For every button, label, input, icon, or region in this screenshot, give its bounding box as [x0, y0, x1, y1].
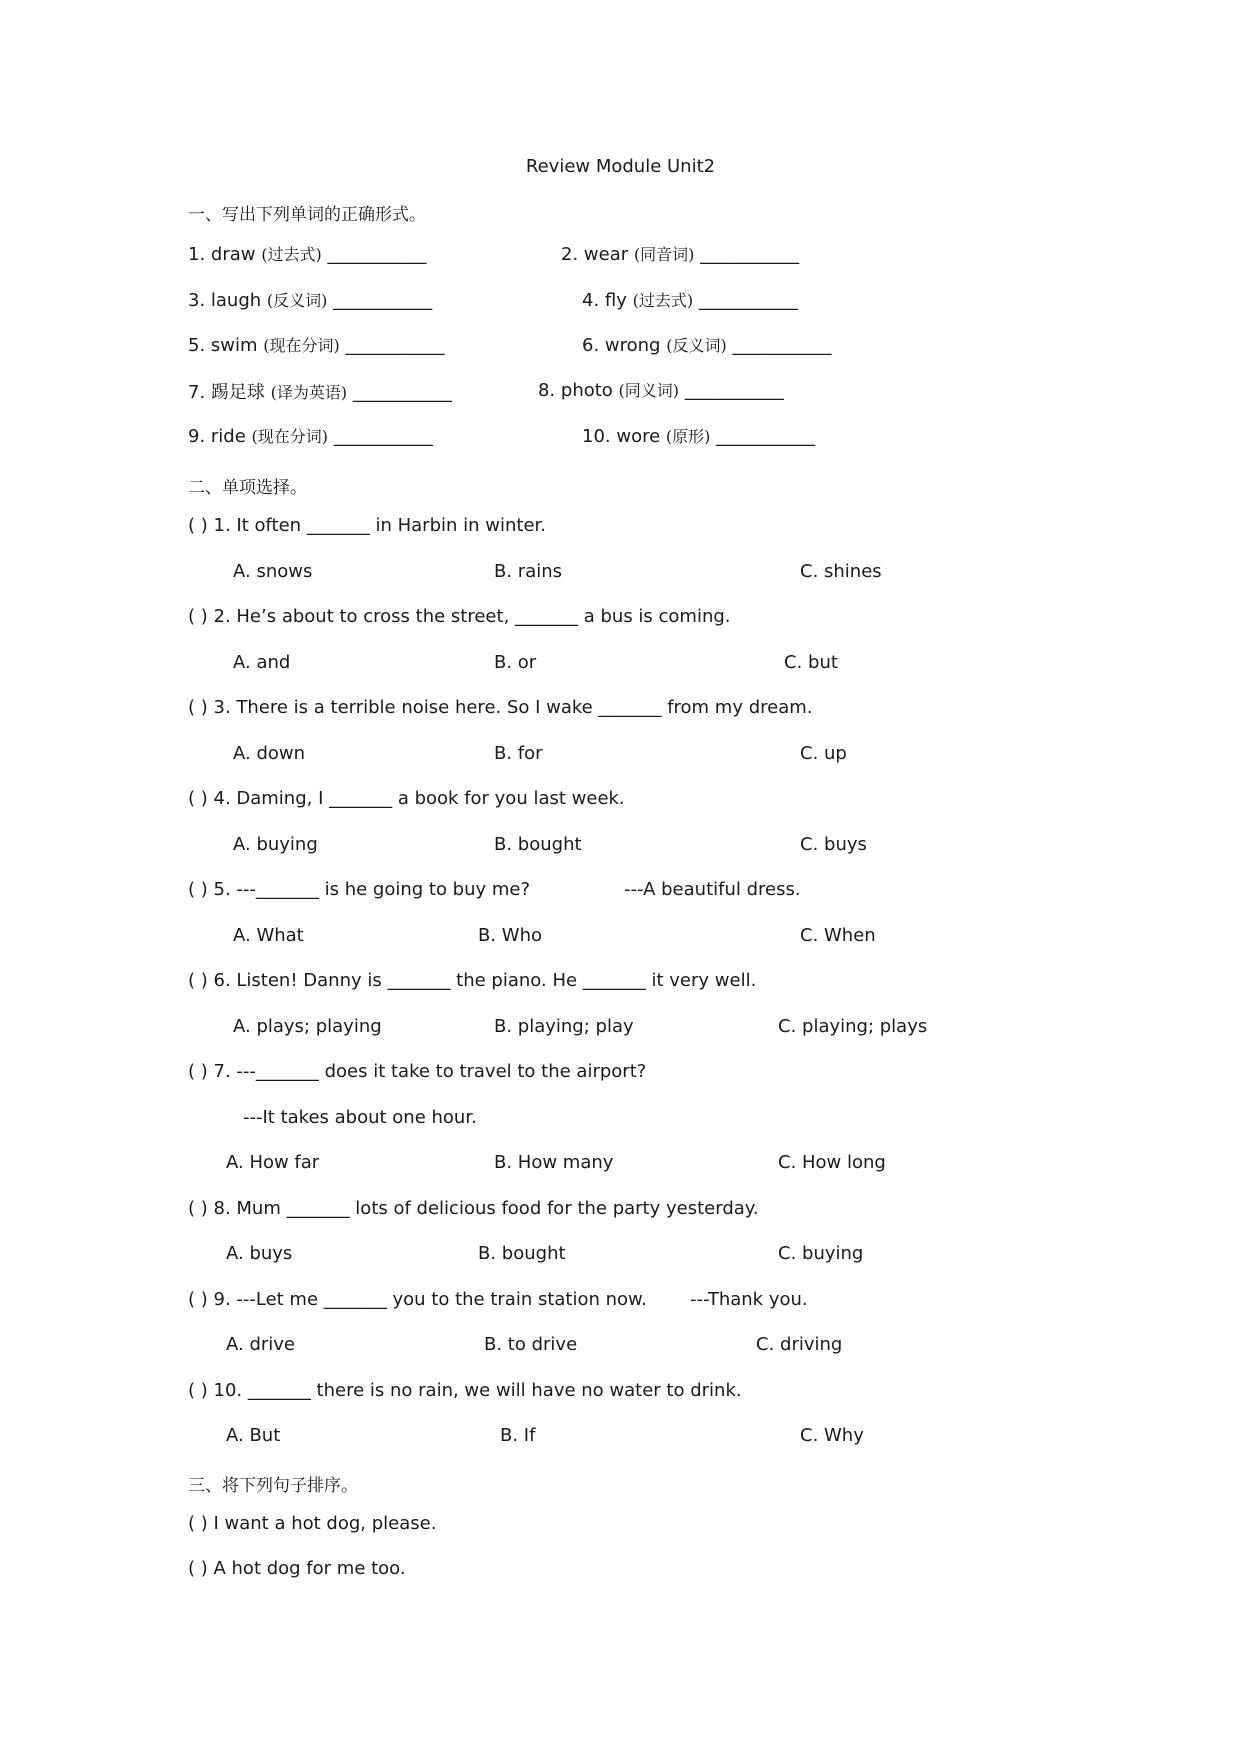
q1-option-c: C. shines: [800, 561, 882, 582]
word-item-7: 7. 踢足球 (译为英语) ___________: [188, 382, 452, 403]
q8-option-b: B. bought: [478, 1243, 566, 1264]
question-3: ( ) 3. There is a terrible noise here. So I wake _______ from my dream.: [188, 697, 813, 718]
q10-option-a: A. But: [226, 1425, 281, 1446]
q7-option-c: C. How long: [778, 1152, 886, 1173]
question-9-reply: ---Thank you.: [690, 1289, 808, 1310]
q4-option-a: A. buying: [233, 834, 318, 855]
q5-option-a: A. What: [233, 925, 304, 946]
q6-option-b: B. playing; play: [494, 1016, 634, 1037]
q1-option-a: A. snows: [233, 561, 313, 582]
section-2-heading: 二、单项选择。: [188, 478, 307, 498]
word-item-3: 3. laugh (反义词) ___________: [188, 290, 433, 311]
word-item-4: 4. fly (过去式) ___________: [582, 290, 798, 311]
question-9: ( ) 9. ---Let me _______ you to the train station now.: [188, 1289, 647, 1310]
word-item-10: 10. wore (原形) ___________: [582, 426, 816, 447]
question-10: ( ) 10. _______ there is no rain, we will have no water to drink.: [188, 1380, 742, 1401]
question-1: ( ) 1. It often _______ in Harbin in winter.: [188, 515, 547, 536]
question-5: ( ) 5. ---_______ is he going to buy me?: [188, 879, 531, 900]
question-6: ( ) 6. Listen! Danny is _______ the piano. He _______ it very well.: [188, 970, 757, 991]
order-sentence-1: ( ) I want a hot dog, please.: [188, 1513, 437, 1534]
q2-option-c: C. but: [784, 652, 838, 673]
q6-option-c: C. playing; plays: [778, 1016, 928, 1037]
question-2: ( ) 2. He’s about to cross the street, _______ a bus is coming.: [188, 606, 731, 627]
q7-option-b: B. How many: [494, 1152, 614, 1173]
word-item-8: 8. photo (同义词) ___________: [538, 380, 784, 401]
section-1-heading: 一、写出下列单词的正确形式。: [188, 205, 426, 225]
q1-option-b: B. rains: [494, 561, 563, 582]
q5-option-b: B. Who: [478, 925, 543, 946]
q9-option-b: B. to drive: [484, 1334, 578, 1355]
question-5-answer: ---A beautiful dress.: [624, 879, 801, 900]
q5-option-c: C. When: [800, 925, 876, 946]
question-8: ( ) 8. Mum _______ lots of delicious food for the party yesterday.: [188, 1198, 759, 1219]
q7-option-a: A. How far: [226, 1152, 320, 1173]
q3-option-c: C. up: [800, 743, 847, 764]
q8-option-a: A. buys: [226, 1243, 293, 1264]
word-item-1: 1. draw (过去式) ___________: [188, 244, 427, 265]
page-title: Review Module Unit2: [525, 156, 716, 177]
q10-option-c: C. Why: [800, 1425, 864, 1446]
q8-option-c: C. buying: [778, 1243, 864, 1264]
q3-option-a: A. down: [233, 743, 306, 764]
q9-option-a: A. drive: [226, 1334, 295, 1355]
word-item-9: 9. ride (现在分词) ___________: [188, 426, 433, 447]
word-item-2: 2. wear (同音词) ___________: [561, 244, 800, 265]
word-item-5: 5. swim (现在分词) ___________: [188, 335, 445, 356]
q4-option-b: B. bought: [494, 834, 582, 855]
order-sentence-2: ( ) A hot dog for me too.: [188, 1558, 406, 1579]
word-item-6: 6. wrong (反义词) ___________: [582, 335, 832, 356]
q3-option-b: B. for: [494, 743, 543, 764]
q2-option-a: A. and: [233, 652, 291, 673]
section-3-heading: 三、将下列句子排序。: [188, 1476, 358, 1496]
question-7: ( ) 7. ---_______ does it take to travel to the airport?: [188, 1061, 647, 1082]
q9-option-c: C. driving: [756, 1334, 843, 1355]
q10-option-b: B. If: [500, 1425, 536, 1446]
question-4: ( ) 4. Daming, I _______ a book for you last week.: [188, 788, 625, 809]
q4-option-c: C. buys: [800, 834, 867, 855]
question-7-reply: ---It takes about one hour.: [243, 1107, 477, 1128]
q2-option-b: B. or: [494, 652, 537, 673]
q6-option-a: A. plays; playing: [233, 1016, 382, 1037]
